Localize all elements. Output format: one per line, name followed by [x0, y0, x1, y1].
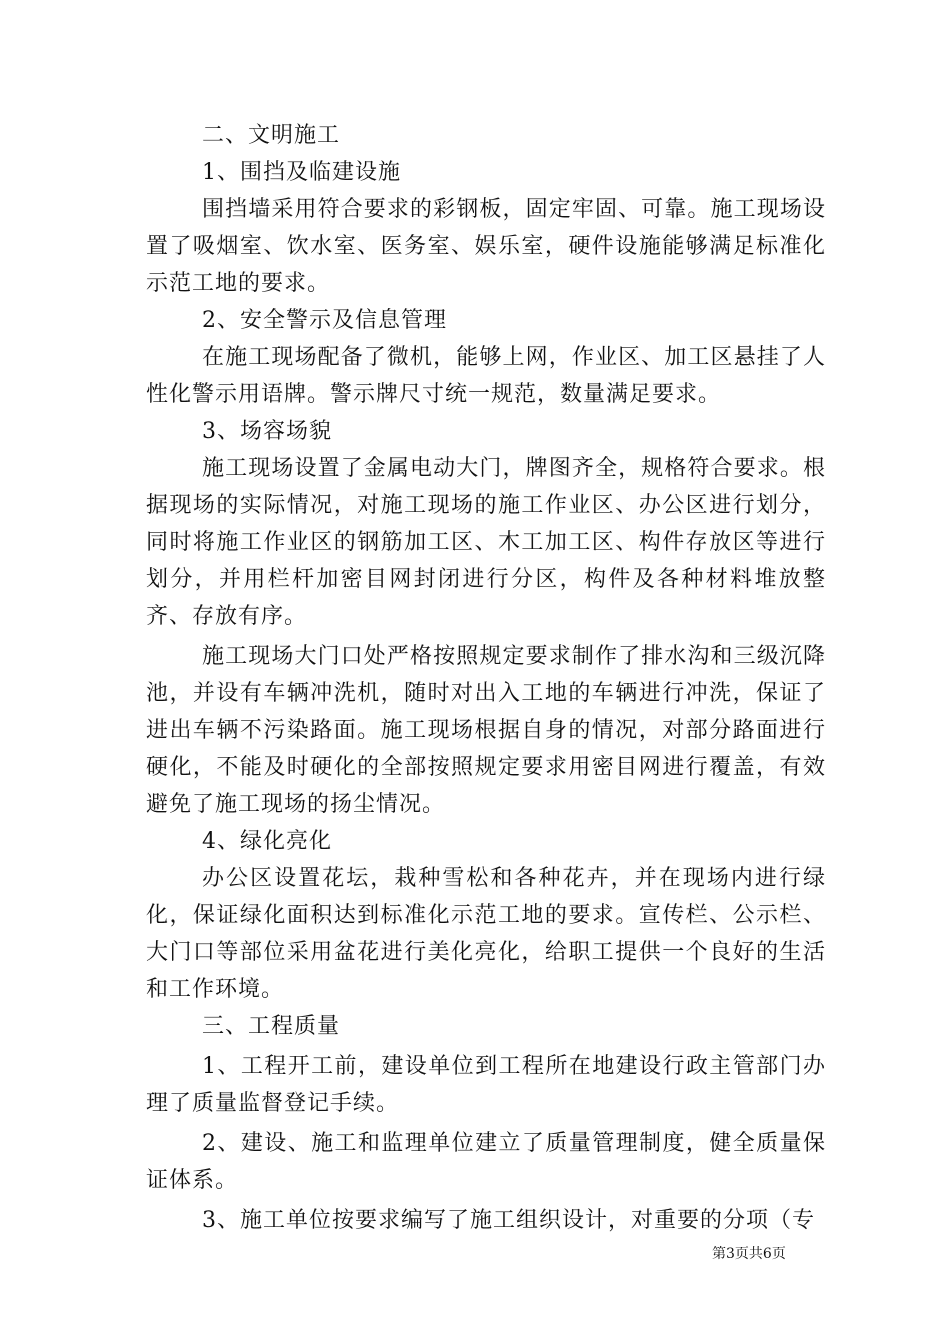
subheading-greening: 4、绿化亮化 [202, 829, 332, 854]
paragraph-quality-3: 3、施工单位按要求编写了施工组织设计，对重要的分项（专 [202, 1208, 815, 1233]
section-heading-project-quality: 三、工程质量 [202, 1014, 341, 1039]
section-heading-civilized-construction: 二、文明施工 [202, 123, 341, 148]
subheading-site-appearance: 3、场容场貌 [202, 419, 332, 444]
paragraph-greening: 办公区设置花坛，栽种雪松和各种花卉，并在现场内进行绿化，保证绿化面积达到标准化示范工地的要求。宣传栏、公示栏、大门口等部位采用盆花进行美化亮化，给职工提供一个良好的生活和工作环境。 [146, 866, 826, 1002]
paragraph-site-appearance: 施工现场设置了金属电动大门，牌图齐全，规格符合要求。根据现场的实际情况，对施工现场的施工作业区、办公区进行划分，同时将施工作业区的钢筋加工区、木工加工区、构件存放区等进行划分，并用栏杆加密目网封闭进行分区，构件及各种材料堆放整齐、存放有序。 [146, 456, 826, 629]
paragraph-drainage-dust: 施工现场大门口处严格按照规定要求制作了排水沟和三级沉降池，并设有车辆冲洗机，随时对出入工地的车辆进行冲洗，保证了进出车辆不污染路面。施工现场根据自身的情况，对部分路面进行硬化，不能及时硬化的全部按照规定要求用密目网进行覆盖，有效避免了施工现场的扬尘情况。 [146, 644, 826, 817]
document-body [146, 117, 826, 1239]
paragraph-fencing: 围挡墙采用符合要求的彩钢板，固定牢固、可靠。施工现场设置了吸烟室、饮水室、医务室、娱乐室，硬件设施能够满足标准化示范工地的要求。 [146, 197, 826, 296]
subheading-safety-warnings: 2、安全警示及信息管理 [202, 308, 447, 333]
page-number-footer: 第3页共6页 [712, 1246, 786, 1262]
paragraph-safety-warnings: 在施工现场配备了微机，能够上网，作业区、加工区悬挂了人性化警示用语牌。警示牌尺寸统一规范，数量满足要求。 [146, 345, 826, 407]
paragraph-quality-1: 1、工程开工前，建设单位到工程所在地建设行政主管部门办理了质量监督登记手续。 [146, 1054, 826, 1116]
subheading-fencing-facilities: 1、围挡及临建设施 [202, 160, 401, 185]
paragraph-quality-2: 2、建设、施工和监理单位建立了质量管理制度，健全质量保证体系。 [146, 1131, 826, 1193]
